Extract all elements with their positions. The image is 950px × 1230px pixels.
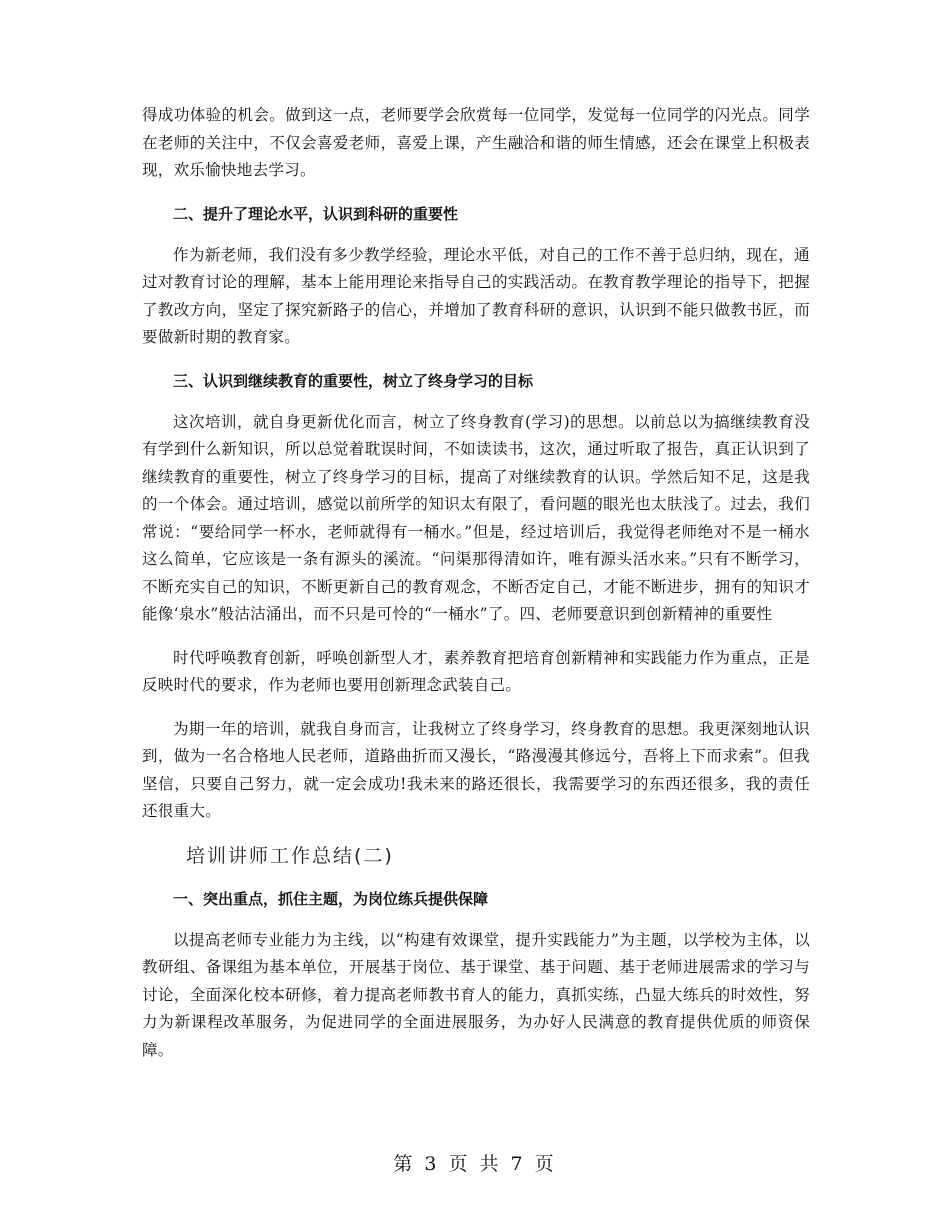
page-number-footer: 第 3 页 共 7 页	[393, 1153, 557, 1175]
heading-section-3: 三、认识到继续教育的重要性，树立了终身学习的目标	[173, 371, 534, 390]
paragraph-4: 时代呼唤教育创新，呼唤创新型人才，素养教育把培育创新精神和实践能力作为重点，正是反映时代的要求，作为老师也要用创新理念武装自己。	[142, 648, 810, 694]
paragraph-5: 为期一年的培训，就我自身而言，让我树立了终身学习，终身教育的思想。我更深刻地认识到，做为一名合格地人民老师，道路曲折而又漫长，“路漫漫其修远兮，吾将上下而求索”。但我坚信，只要自己努力，就一定会成功!我未来的路还很长，我需要学习的东西还很多，我的责任还很重大。	[142, 719, 810, 820]
heading-b-section-1: 一、突出重点，抓住主题，为岗位练兵提供保障	[173, 889, 489, 908]
heading-section-2: 二、提升了理论水平，认识到科研的重要性	[173, 204, 459, 223]
paragraph-2: 作为新老师，我们没有多少教学经验，理论水平低，对自己的工作不善于总归纳，现在，通过对教育讨论的理解，基本上能用理论来指导自己的实践活动。在教育教学理论的指导下，把握了教改方向，坚定了探究新路子的信心，并增加了教育科研的意识，认识到不能只做教书匠，而要做新时期的教育家。	[142, 245, 810, 346]
document-body	[142, 102, 810, 1064]
paragraph-1: 得成功体验的机会。做到这一点，老师要学会欣赏每一位同学，发觉每一位同学的闪光点。同学在老师的关注中，不仅会喜爱老师，喜爱上课，产生融洽和谐的师生情感，还会在课堂上积极表现，欢乐愉快地去学习。	[142, 106, 810, 179]
paragraph-6: 以提高老师专业能力为主线，以“构建有效课堂，提升实践能力”为主题，以学校为主体，以教研组、备课组为基本单位，开展基于岗位、基于课堂、基于问题、基于老师进展需求的学习与讨论，全面深化校本研修，着力提高老师教书育人的能力，真抓实练，凸显大练兵的时效性，努力为新课程改革服务，为促进同学的全面进展服务，为办好人民满意的教育提供优质的师资保障。	[142, 930, 810, 1059]
section-title-2: 培训讲师工作总结(二)	[186, 844, 394, 867]
paragraph-3: 这次培训，就自身更新优化而言，树立了终身教育(学习)的思想。以前总以为搞继续教育没有学到什么新知识，所以总觉着耽误时间，不如读读书，这次，通过听取了报告，真正认识到了继续教育的重要性，树立了终身学习的目标，提高了对继续教育的认识。学然后知不足，这是我的一个体会。通过培训，感觉以前所学的知识太有限了，看问题的眼光也太肤浅了。过去，我们常说：“要给同学一杯水，老师就得有一桶水。”但是，经过培训后，我觉得老师绝对不是一桶水这么简单，它应该是一条有源头的溪流。“问渠那得清如许，唯有源头活水来。”只有不断学习，不断充实自己的知识，不断更新自己的教育观念，不断否定自己，才能不断进步，拥有的知识才能像‘泉水”般沽沽涌出，而不只是可怜的“一桶水”了。四、老师要意识到创新精神的重要性	[142, 412, 810, 623]
